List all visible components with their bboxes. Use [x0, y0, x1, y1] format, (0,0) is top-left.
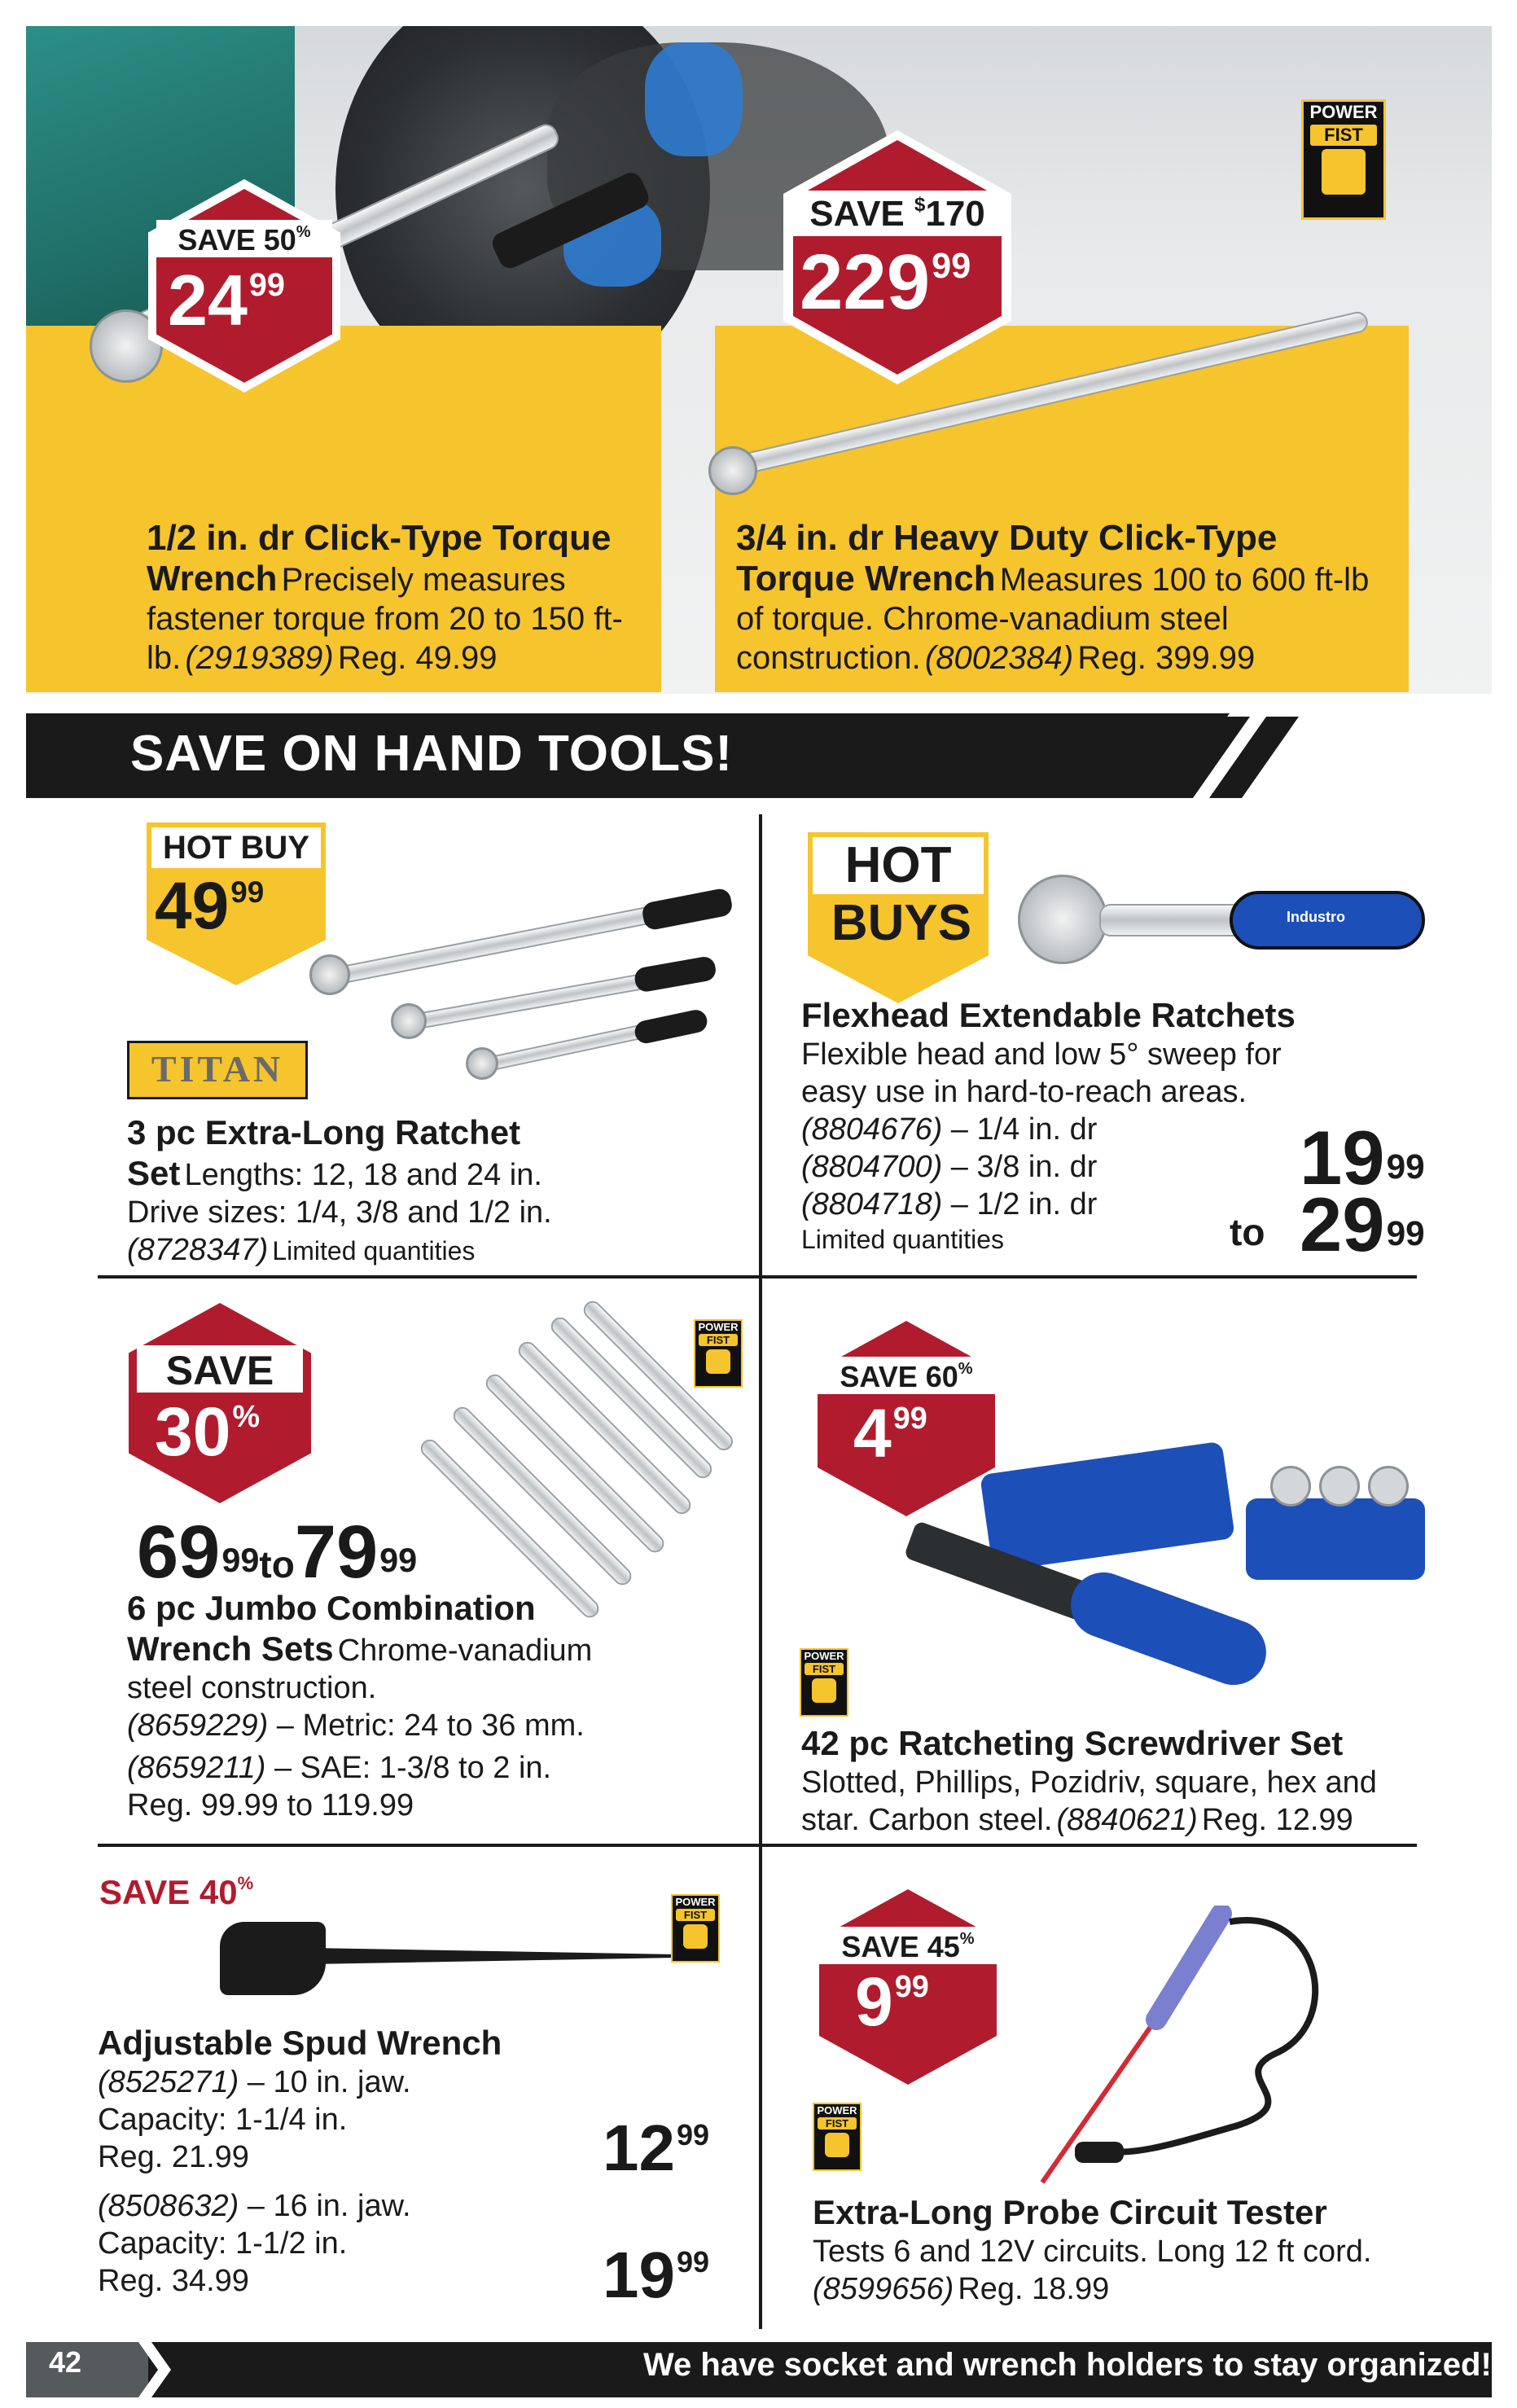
regular-price: Reg. 34.99 [98, 2264, 249, 2298]
power-fist-logo: POWER FIST [671, 1894, 720, 1963]
variant-row: (8659229) – Metric: 24 to 36 mm. [127, 1708, 585, 1743]
save-percent-label: SAVE 40% [99, 1873, 254, 1911]
circuit-tester-image [1034, 1906, 1360, 2191]
variant-row: (8508632) – 16 in. jaw. [98, 2189, 411, 2223]
section-title: SAVE ON HAND TOOLS! [130, 726, 734, 782]
product-title: 42 pc Ratcheting Screwdriver Set [801, 1724, 1344, 1762]
combination-wrenches-image [407, 1303, 733, 1572]
save-percent-label: SAVE 60% [840, 1360, 973, 1393]
sale-price-1: $12^{99}$ [603, 2112, 710, 2184]
regular-price: Reg. 99.99 to 119.99 [127, 1788, 414, 1822]
product-desc: Tests 6 and 12V circuits. Long 12 ft cord. [813, 2235, 1372, 2269]
variant-row: (8659211) – SAE: 1-3/8 to 2 in. [127, 1751, 552, 1785]
ratchet-set-description [127, 1112, 730, 1269]
regular-price: Reg. 21.99 [98, 2140, 249, 2174]
product-desc: Measures 100 to 600 ft-lb of torque. Chrome-vanadium steel construction. [736, 562, 1370, 676]
price-low: $19^{99}$ [1300, 1115, 1425, 1200]
variant-row: (8525271) – 10 in. jaw. [98, 2065, 411, 2099]
ratchet-set-image [309, 879, 733, 1059]
spud-wrench-description [98, 2023, 586, 2300]
torque-wrench-2-description [736, 518, 1388, 678]
variant-row: (8804700) – 3/8 in. dr [801, 1150, 1098, 1184]
limited-note: Limited quantities [272, 1236, 476, 1265]
flex-ratchet-image [1018, 871, 1425, 977]
save-percent-label: SAVE 45% [841, 1930, 975, 1963]
save-amount-label: SAVE $170 [809, 194, 985, 234]
socket-tray [1246, 1498, 1425, 1580]
price-high: $29^{99}$ [1300, 1182, 1425, 1267]
grid-divider [759, 814, 762, 2329]
product-title: 3/4 in. dr Heavy Duty Click-Type Torque Wrench [736, 518, 1278, 599]
page-number-tab [26, 2342, 148, 2397]
regular-price: Reg. 12.99 [1201, 1803, 1353, 1837]
fist-icon [1322, 149, 1366, 195]
page-number: 42 [49, 2345, 82, 2379]
product-title: Extra-Long Probe Circuit Tester [813, 2193, 1327, 2231]
handle-brand: Industro [1287, 909, 1345, 925]
save-percent-label: SAVE 50% [178, 223, 311, 257]
product-desc: Drive sizes: 1/4, 3/8 and 1/2 in. [127, 1195, 552, 1230]
combination-wrench-description [127, 1588, 730, 1824]
hot-buy-label: HOT BUY [151, 827, 321, 868]
driver-handle [1062, 1564, 1275, 1695]
regular-price: Reg. 18.99 [958, 2272, 1110, 2306]
screwdriver-set-image [888, 1384, 1433, 1710]
capacity: Capacity: 1-1/2 in. [98, 2226, 348, 2261]
product-sku: (2919389) [185, 640, 334, 676]
product-desc: Lengths: 12, 18 and 24 in. [184, 1158, 542, 1192]
product-desc: steel construction. [127, 1671, 377, 1705]
price-range: $69^{99}to79^{99}$ [137, 1511, 418, 1594]
bit-tray [980, 1441, 1235, 1572]
hot-buys-label-1: HOT [813, 837, 984, 894]
product-title: Wrench Sets [127, 1629, 334, 1668]
price-range-to: to [1230, 1211, 1265, 1253]
grid-divider [98, 1844, 1417, 1847]
fist-icon [825, 2133, 849, 2157]
product-title: 1/2 in. dr Click-Type Torque Wrench [147, 518, 612, 599]
product-title: Adjustable Spud Wrench [98, 2024, 502, 2062]
variant-row: (8804676) – 1/4 in. dr [801, 1112, 1098, 1147]
product-desc: Flexible head and low 5° sweep for [801, 1037, 1282, 1072]
regular-price: Reg. 49.99 [337, 640, 498, 676]
product-desc: Slotted, Phillips, Pozidriv, square, hex and [801, 1765, 1377, 1800]
sale-price: $4^{99}$ [853, 1395, 927, 1472]
product-desc: easy use in hard-to-reach areas. [801, 1075, 1247, 1109]
power-fist-logo: POWER FIST [800, 1648, 848, 1717]
product-sku: (8840621) [1056, 1803, 1198, 1837]
product-title: Set [127, 1154, 181, 1192]
variant-row: (8804718) – 1/2 in. dr [801, 1187, 1098, 1222]
save-label: SAVE [165, 1348, 274, 1393]
titan-brand-logo: TITAN [127, 1041, 308, 1099]
product-title: 3 pc Extra-Long Ratchet [127, 1113, 521, 1151]
sale-price: $9^{99}$ [855, 1963, 929, 2040]
capacity: Capacity: 1-1/4 in. [98, 2103, 348, 2137]
circuit-tester-description [813, 2192, 1448, 2308]
power-fist-logo: POWER FIST [1301, 99, 1386, 220]
product-title: 6 pc Jumbo Combination [127, 1589, 536, 1627]
product-sku: (8728347) [127, 1233, 269, 1267]
sale-price-2: $19^{99}$ [603, 2239, 710, 2311]
torque-wrench-1-description [147, 518, 651, 678]
sale-price: $24^{99}$ [168, 260, 285, 340]
regular-price: Reg. 399.99 [1077, 640, 1256, 676]
product-desc: Chrome-vanadium [337, 1634, 593, 1668]
sale-price: $49^{99}$ [155, 869, 265, 943]
glove-image [645, 42, 743, 156]
grid-divider [98, 1275, 1417, 1279]
power-fist-logo: POWER FIST [813, 2103, 862, 2171]
fist-icon [812, 1678, 836, 1703]
product-title: Flexhead Extendable Ratchets [801, 996, 1296, 1034]
product-desc: Precisely measures fastener torque from 20 to 150 ft-lb. [147, 562, 623, 676]
fist-icon [706, 1349, 730, 1374]
limited-note: Limited quantities [801, 1225, 1005, 1254]
footer-tagline: We have socket and wrench holders to stay organized! [643, 2347, 1492, 2383]
spud-wrench-image [220, 1906, 676, 2003]
screwdriver-set-description [801, 1723, 1436, 1839]
product-sku: (8002384) [924, 640, 1074, 676]
hot-buys-label-2: BUYS [831, 895, 972, 951]
torque-wrench-2-image [717, 456, 1417, 489]
product-desc: star. Carbon steel. [801, 1803, 1053, 1837]
product-sku: (8599656) [813, 2272, 954, 2306]
power-fist-logo: POWER FIST [694, 1319, 743, 1388]
save-percent: 30% [155, 1393, 261, 1470]
sale-price: $229^{99}$ [800, 239, 971, 326]
fist-icon [683, 1924, 708, 1949]
